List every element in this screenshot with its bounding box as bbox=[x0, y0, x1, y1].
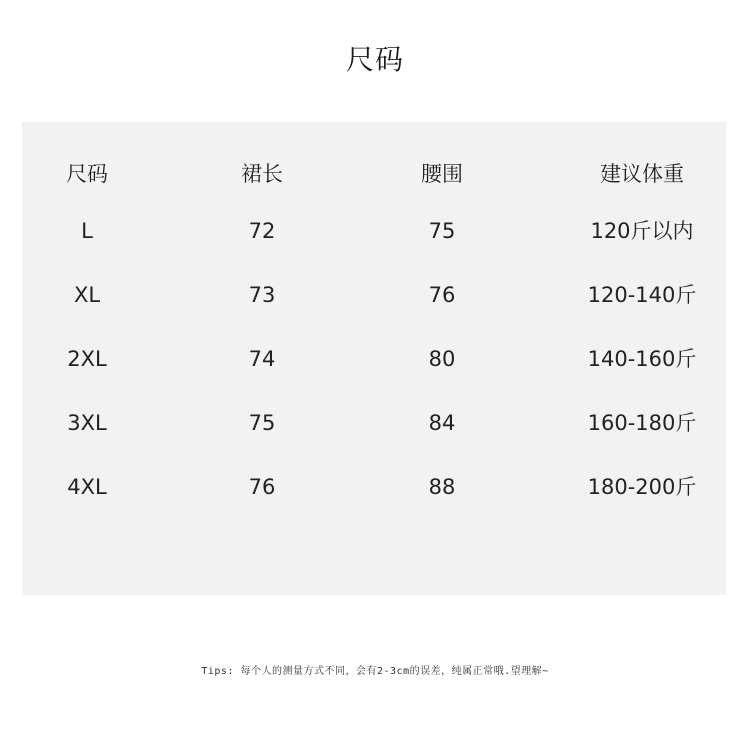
table-cell-weight: 160-180斤 bbox=[587, 411, 697, 435]
tips-note: Tips: 每个人的测量方式不同，会有2-3cm的误差，纯属正常哦.望理解~ bbox=[201, 666, 549, 677]
header-cell-waist: 腰围 bbox=[421, 162, 463, 186]
table-row bbox=[22, 275, 726, 315]
table-cell-waist: 84 bbox=[428, 411, 456, 435]
table-cell-waist: 88 bbox=[428, 475, 456, 499]
table-row bbox=[22, 467, 726, 507]
table-cell-waist: 80 bbox=[428, 347, 456, 371]
size-table bbox=[22, 122, 726, 595]
table-cell-size: 4XL bbox=[67, 475, 107, 499]
table-cell-size: L bbox=[81, 219, 93, 243]
table-cell-size: 3XL bbox=[67, 411, 107, 435]
table-cell-skirt-length: 76 bbox=[248, 475, 276, 499]
table-cell-skirt-length: 75 bbox=[248, 411, 276, 435]
page-title: 尺码 bbox=[345, 43, 404, 76]
table-row bbox=[22, 211, 726, 251]
header-cell-size: 尺码 bbox=[66, 162, 108, 186]
table-cell-weight: 180-200斤 bbox=[587, 475, 697, 499]
table-cell-skirt-length: 72 bbox=[248, 219, 276, 243]
header-cell-weight: 建议体重 bbox=[600, 162, 684, 186]
table-cell-skirt-length: 73 bbox=[248, 283, 276, 307]
table-cell-waist: 75 bbox=[428, 219, 456, 243]
table-cell-size: 2XL bbox=[67, 347, 107, 371]
table-cell-weight: 140-160斤 bbox=[587, 347, 697, 371]
table-cell-weight: 120斤以内 bbox=[590, 219, 694, 243]
table-header-row bbox=[22, 154, 726, 194]
table-cell-skirt-length: 74 bbox=[248, 347, 276, 371]
header-cell-skirt-length: 裙长 bbox=[241, 162, 283, 186]
table-cell-waist: 76 bbox=[428, 283, 456, 307]
table-row bbox=[22, 403, 726, 443]
table-cell-weight: 120-140斤 bbox=[587, 283, 697, 307]
table-row bbox=[22, 339, 726, 379]
table-cell-size: XL bbox=[73, 283, 101, 307]
